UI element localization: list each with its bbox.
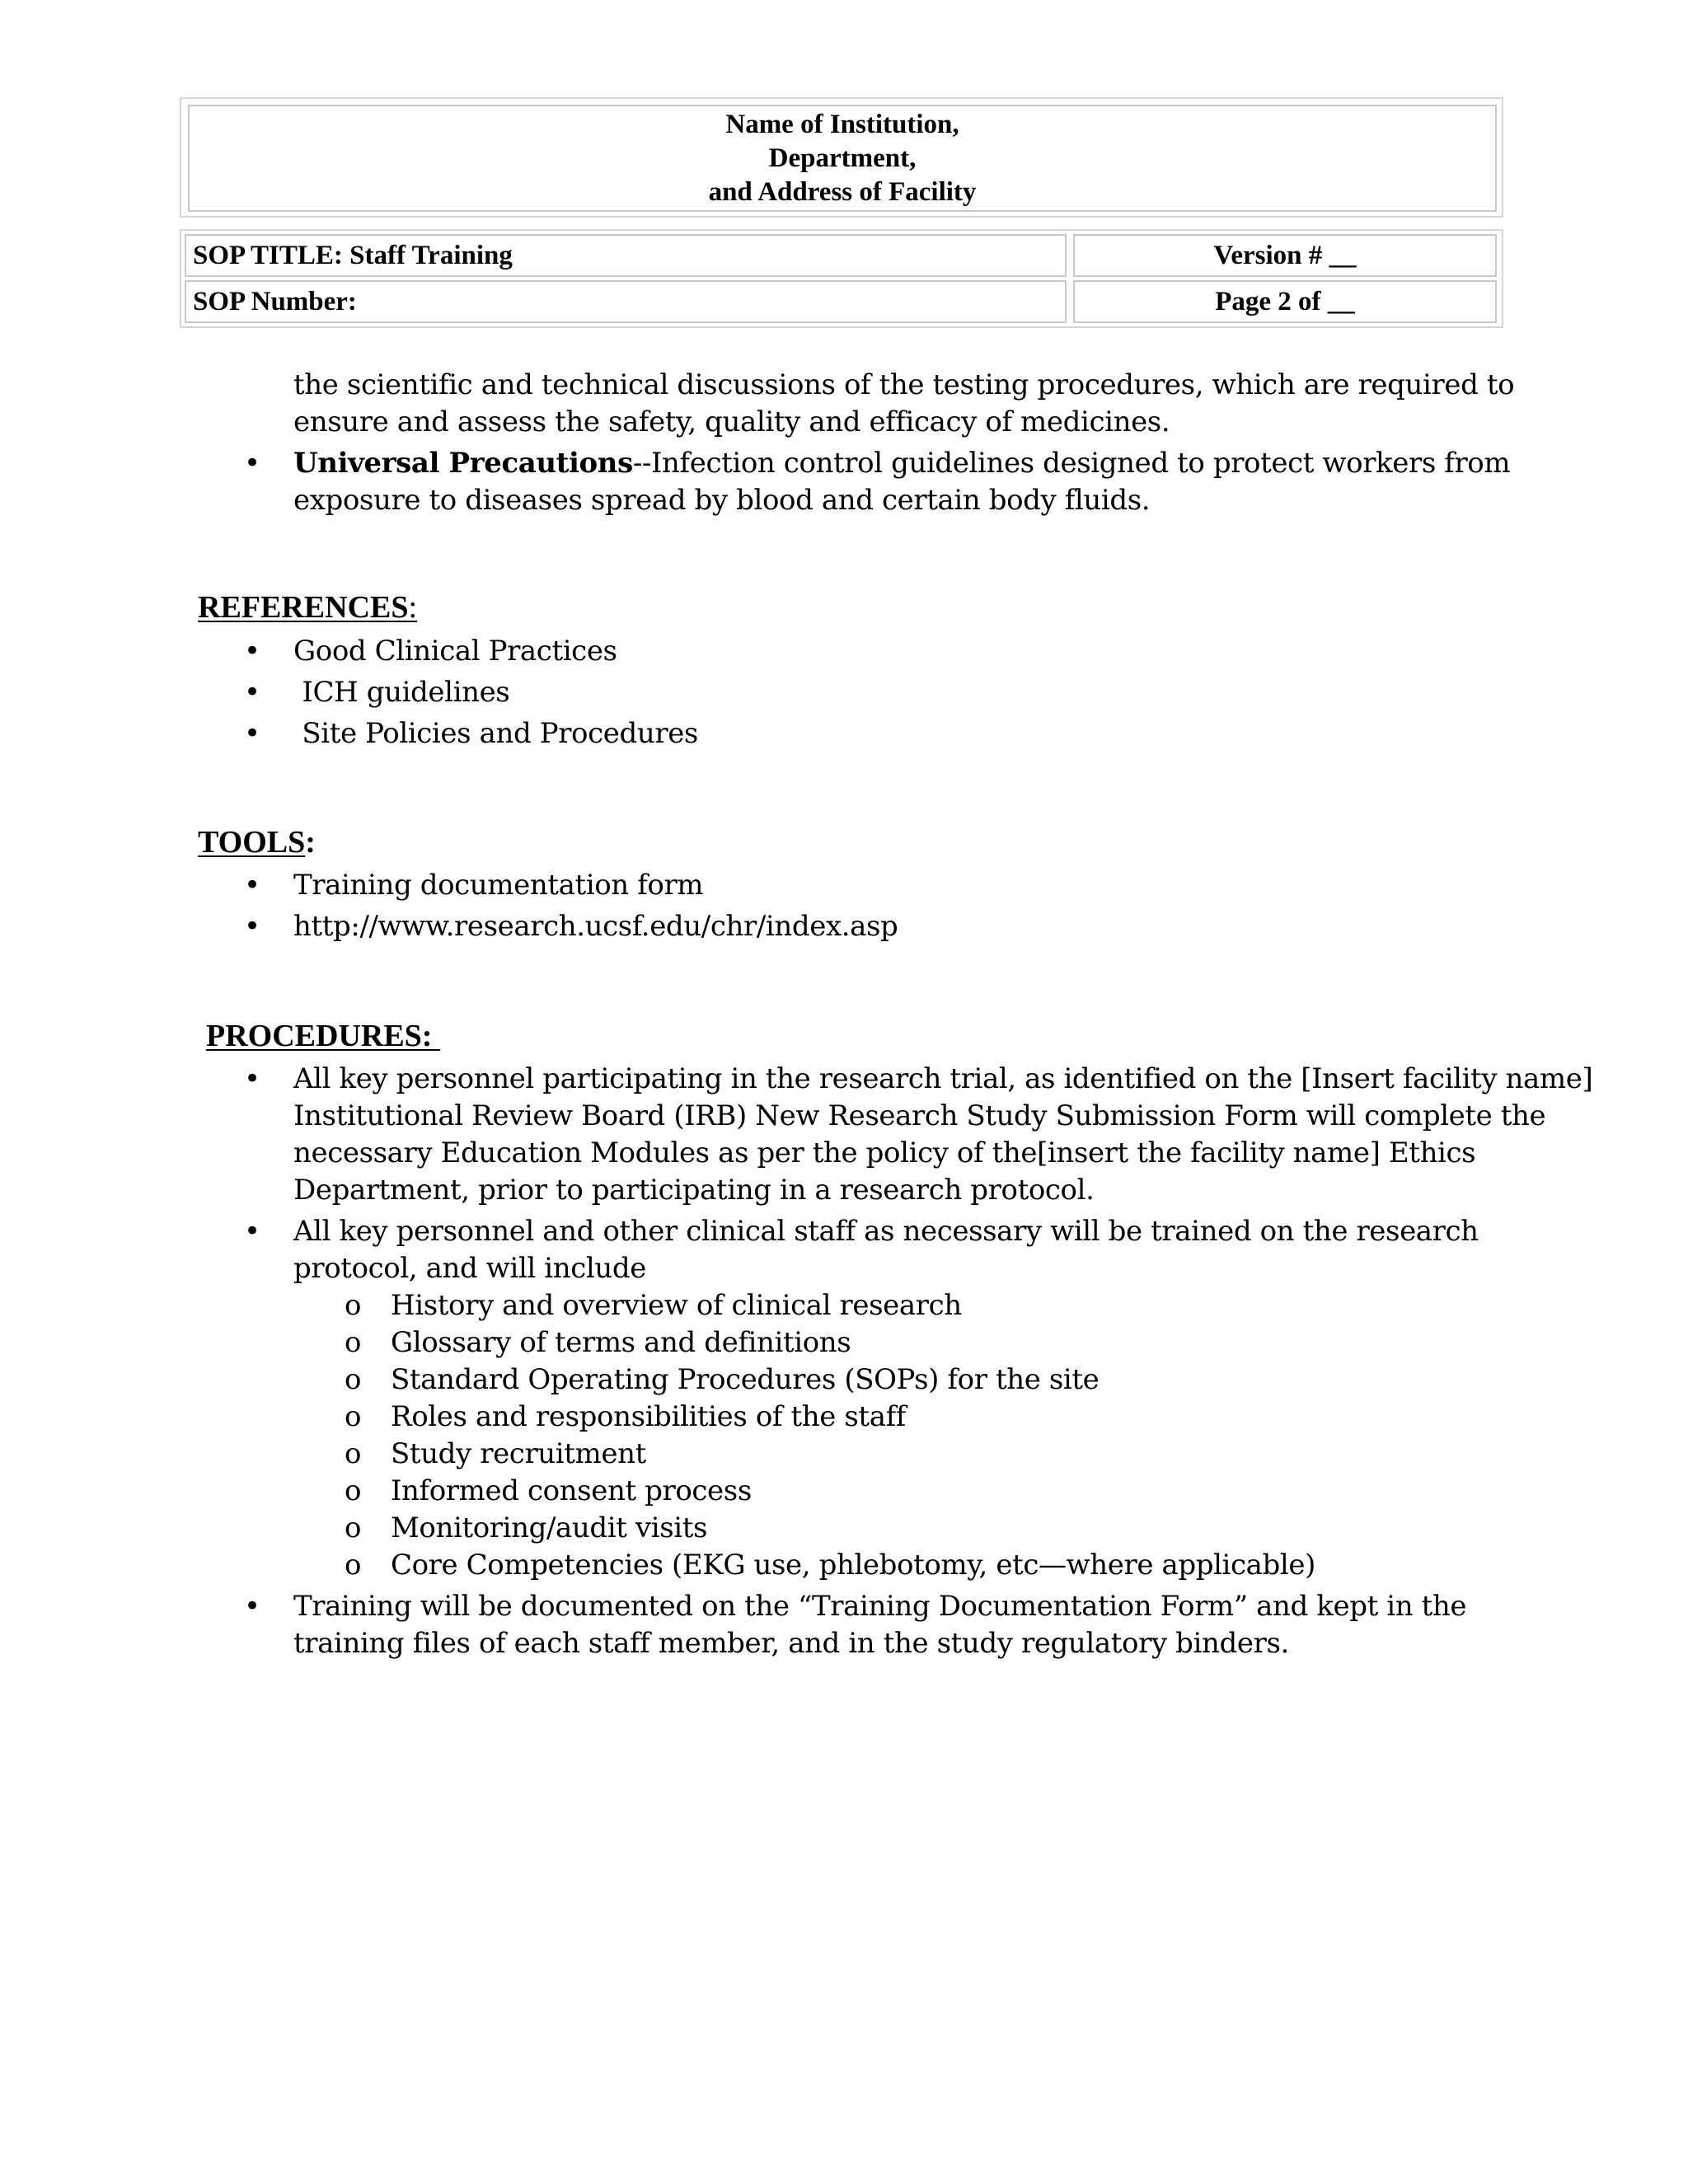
tools-heading: TOOLS: [198, 825, 316, 860]
bullet-icon: • [244, 717, 260, 750]
circle-bullet-icon: o [345, 1549, 362, 1582]
bullet-icon: • [244, 635, 260, 668]
list-item: • Training documentation form [0, 867, 1688, 904]
list-item [0, 908, 1688, 945]
bullet-icon: • [244, 676, 260, 709]
continuation-line: ensure and assess the safety, quality and efficacy of medicines. [293, 405, 1170, 438]
bullet-icon: • [244, 1062, 260, 1095]
version-cell: Version # __ [1073, 234, 1497, 277]
procedure-item: • All key personnel participating in the research trial, as identified on the [Insert facility name] Institutional Review Board (IRB) New Research Study Submission Form will complete the necessary Education Modules as per the policy of the[insert the facility name] Ethics Department, prior to participating in a research protocol. [244, 1062, 1593, 1207]
institution-department: Department, [768, 143, 917, 173]
institution-header [188, 105, 1497, 212]
definition-term: Universal Precautions [293, 447, 633, 480]
circle-bullet-icon: o [345, 1474, 362, 1507]
continuation-line: the scientific and technical discussions of the testing procedures, which are required to [293, 368, 1515, 401]
institution-name: Name of Institution, [725, 109, 959, 139]
procedures-heading: PROCEDURES: [206, 1019, 440, 1053]
definition-item [0, 445, 1688, 519]
circle-bullet-icon: o [345, 1400, 362, 1433]
bullet-icon: • [244, 910, 260, 943]
references-heading: REFERENCES: [198, 590, 418, 625]
list-item: • ICH guidelines [0, 674, 1688, 711]
sub-list-item: o Roles and responsibilities of the staff [0, 1399, 1688, 1436]
institution-address: and Address of Facility [708, 176, 977, 207]
definition-text: --Infection control guidelines designed to protect workers from [632, 447, 1511, 480]
tools-link[interactable]: http://www.research.ucsf.edu/chr/index.asp [293, 910, 898, 943]
procedure-item: • Training will be documented on the “Training Documentation Form” and kept in the training files of each staff member, and in the study regulatory binders. [244, 1590, 1467, 1660]
definition-text-line: exposure to diseases spread by blood and certain body fluids. [293, 484, 1151, 517]
circle-bullet-icon: o [345, 1289, 362, 1322]
bullet-icon: • [244, 1215, 260, 1248]
definitions-continuation [0, 367, 1688, 519]
circle-bullet-icon: o [345, 1326, 362, 1359]
sub-list-item: o Monitoring/audit visits [0, 1510, 1688, 1547]
list-item: • Site Policies and Procedures [0, 715, 1688, 752]
tools-list [0, 867, 1688, 945]
circle-bullet-icon: o [345, 1437, 362, 1470]
bullet-icon: • [244, 447, 260, 480]
procedure-item: • All key personnel and other clinical staff as necessary will be trained on the research protocol, and will include [244, 1215, 1479, 1285]
list-item: • Good Clinical Practices [0, 633, 1688, 670]
sub-list-item: o History and overview of clinical research [0, 1287, 1688, 1324]
sop-title-cell: SOP TITLE: Staff Training [185, 234, 1067, 277]
references-list [0, 633, 1688, 752]
sub-list-item: o Informed consent process [0, 1473, 1688, 1510]
procedure-sublist [0, 1287, 1688, 1584]
circle-bullet-icon: o [345, 1363, 362, 1396]
circle-bullet-icon: o [345, 1511, 362, 1544]
sub-list-item: o Study recruitment [0, 1436, 1688, 1473]
sop-number-cell: SOP Number: [185, 280, 1067, 323]
bullet-icon: • [244, 1590, 260, 1623]
page-number-cell: Page 2 of __ [1073, 280, 1497, 323]
sub-list-item: o Core Competencies (EKG use, phlebotomy, etc—where applicable) [0, 1547, 1688, 1584]
continuation-paragraph [0, 367, 1688, 441]
sub-list-item: o Standard Operating Procedures (SOPs) for the site [0, 1361, 1688, 1399]
bullet-icon: • [244, 869, 260, 902]
sub-list-item: o Glossary of terms and definitions [0, 1324, 1688, 1361]
procedures-list [0, 1061, 1688, 1662]
